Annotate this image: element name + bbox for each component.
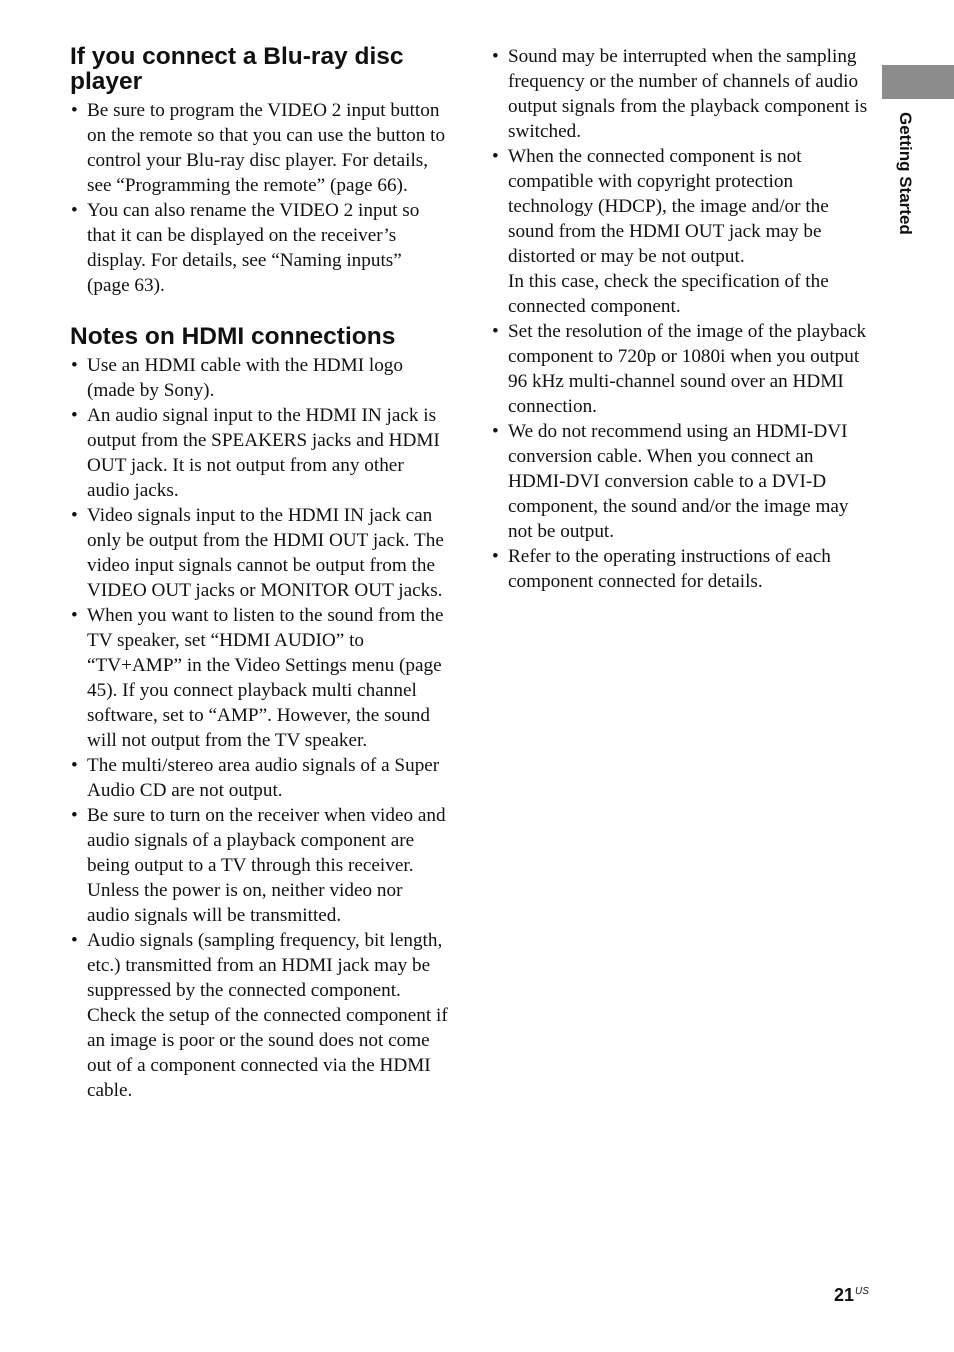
blu-ray-notes-list bbox=[70, 98, 448, 298]
list-item: • Audio signals (sampling frequency, bit length, etc.) transmitted from an HDMI jack may be suppressed by the connected component. Check the setup of the connected component if an image is poor or the sound does not come out of a component connected via the HDMI cable. bbox=[70, 928, 448, 1103]
page-number bbox=[834, 1281, 869, 1306]
list-item-text: When the connected component is not compatible with copyright protection technology (HDCP), the image and/or the sound from the HDMI OUT jack may be distorted or may be not output. bbox=[508, 146, 829, 267]
right-column bbox=[491, 44, 871, 594]
list-item: • Be sure to turn on the receiver when video and audio signals of a playback component are being output to a TV through this receiver. Unless the power is on, neither video nor audio signals will be transmitted. bbox=[70, 803, 448, 928]
list-item: • Refer to the operating instructions of each component connected for details. bbox=[491, 544, 871, 594]
list-item: • When you want to listen to the sound from the TV speaker, set “HDMI AUDIO” to “TV+AMP” in the Video Settings menu (page 45). If you connect playback multi channel software, set to “AMP”. However, the sound will not output from the TV speaker. bbox=[70, 603, 448, 753]
hdmi-notes-list bbox=[70, 353, 448, 1103]
list-item: • Video signals input to the HDMI IN jack can only be output from the HDMI OUT jack. The video input signals cannot be output from the VIDEO OUT jacks or MONITOR OUT jacks. bbox=[70, 503, 448, 603]
list-item: • You can also rename the VIDEO 2 input so that it can be displayed on the receiver’s display. For details, see “Naming inputs” (page 63). bbox=[70, 198, 448, 298]
list-item-continuation: In this case, check the specification of the connected component. bbox=[508, 271, 829, 317]
heading-blu-ray: If you connect a Blu-ray disc player bbox=[70, 43, 404, 95]
list-item: • An audio signal input to the HDMI IN jack is output from the SPEAKERS jacks and HDMI OUT jack. It is not output from any other audio jacks. bbox=[70, 403, 448, 503]
list-item bbox=[491, 144, 871, 319]
section-tab-label: Getting Started bbox=[896, 112, 915, 235]
heading-hdmi-notes: Notes on HDMI connections bbox=[70, 323, 396, 350]
list-item: • The multi/stereo area audio signals of a Super Audio CD are not output. bbox=[70, 753, 448, 803]
page-number-suffix: US bbox=[855, 1286, 869, 1297]
list-item: • Sound may be interrupted when the sampling frequency or the number of channels of audio output signals from the playback component is switched. bbox=[491, 44, 871, 144]
list-item: • We do not recommend using an HDMI-DVI conversion cable. When you connect an HDMI-DVI conversion cable to a DVI-D component, the sound and/or the image may not be output. bbox=[491, 419, 871, 544]
page-number-value: 21 bbox=[834, 1285, 855, 1305]
list-item: • Be sure to program the VIDEO 2 input button on the remote so that you can use the button to control your Blu-ray disc player. For details, see “Programming the remote” (page 66). bbox=[70, 98, 448, 198]
left-column bbox=[70, 44, 448, 1103]
hdmi-notes-list-continued bbox=[491, 44, 871, 594]
list-item: • Set the resolution of the image of the playback component to 720p or 1080i when you output 96 kHz multi-channel sound over an HDMI connection. bbox=[491, 319, 871, 419]
section-tab-marker bbox=[882, 65, 954, 99]
list-item: • Use an HDMI cable with the HDMI logo (made by Sony). bbox=[70, 353, 448, 403]
